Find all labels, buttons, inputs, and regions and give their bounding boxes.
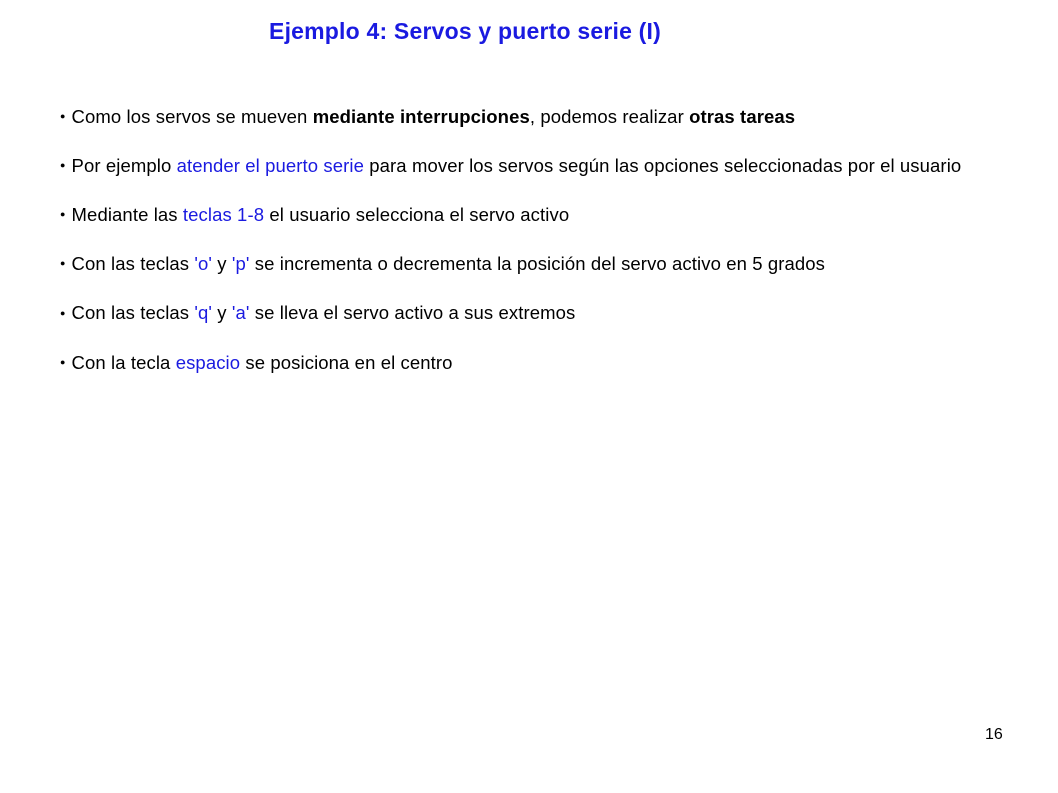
bullet-highlight-text: atender el puerto serie	[176, 155, 365, 177]
bullet-text: Con las teclas	[71, 302, 195, 324]
bullet-highlight-text: espacio	[175, 351, 241, 373]
bullet-text: Como los servos se mueven	[71, 106, 313, 127]
bullet-highlight-text: 'q'	[194, 302, 213, 324]
bullet-text: Con la tecla	[71, 351, 176, 373]
bullet-icon: ●	[60, 111, 66, 122]
bullet-item	[60, 104, 980, 131]
bullet-highlight-text: 'o'	[194, 253, 213, 275]
bullet-icon: ●	[60, 356, 66, 367]
bullet-bold-text: mediante interrupciones	[312, 106, 530, 127]
bullet-text: Mediante las	[71, 204, 183, 226]
bullet-text: Con las teclas	[71, 253, 195, 275]
bullet-highlight-text: 'a'	[231, 302, 250, 324]
bullet-text: para mover los servos según las opciones seleccionadas por el usuario	[364, 155, 962, 177]
bullet-item	[60, 153, 980, 180]
bullet-text: , podemos realizar	[529, 106, 690, 127]
bullet-highlight-text: 'p'	[231, 253, 250, 275]
bullet-item	[60, 300, 980, 327]
bullet-text: el usuario selecciona el servo activo	[264, 204, 570, 226]
bullet-icon: ●	[60, 258, 66, 269]
bullet-icon: ●	[60, 209, 66, 220]
bullet-item	[60, 202, 980, 229]
bullet-highlight-text: teclas 1-8	[182, 204, 265, 226]
bullet-item	[60, 350, 980, 377]
bullet-icon: ●	[60, 307, 66, 318]
slide-title: Ejemplo 4: Servos y puerto serie (I)	[269, 18, 661, 44]
bullet-text: se posiciona en el centro	[240, 351, 453, 373]
bullet-text: y	[212, 253, 232, 275]
bullet-text: y	[212, 302, 232, 324]
page-number: 16	[985, 726, 1003, 743]
bullet-bold-text: otras tareas	[689, 106, 796, 127]
bullet-icon: ●	[60, 160, 66, 171]
bullet-text: se lleva el servo activo a sus extremos	[249, 302, 576, 324]
bullet-text: se incrementa o decrementa la posición del servo activo en 5 grados	[249, 253, 826, 275]
bullet-list	[60, 104, 980, 399]
bullet-text: Por ejemplo	[71, 155, 177, 177]
bullet-item	[60, 251, 980, 278]
